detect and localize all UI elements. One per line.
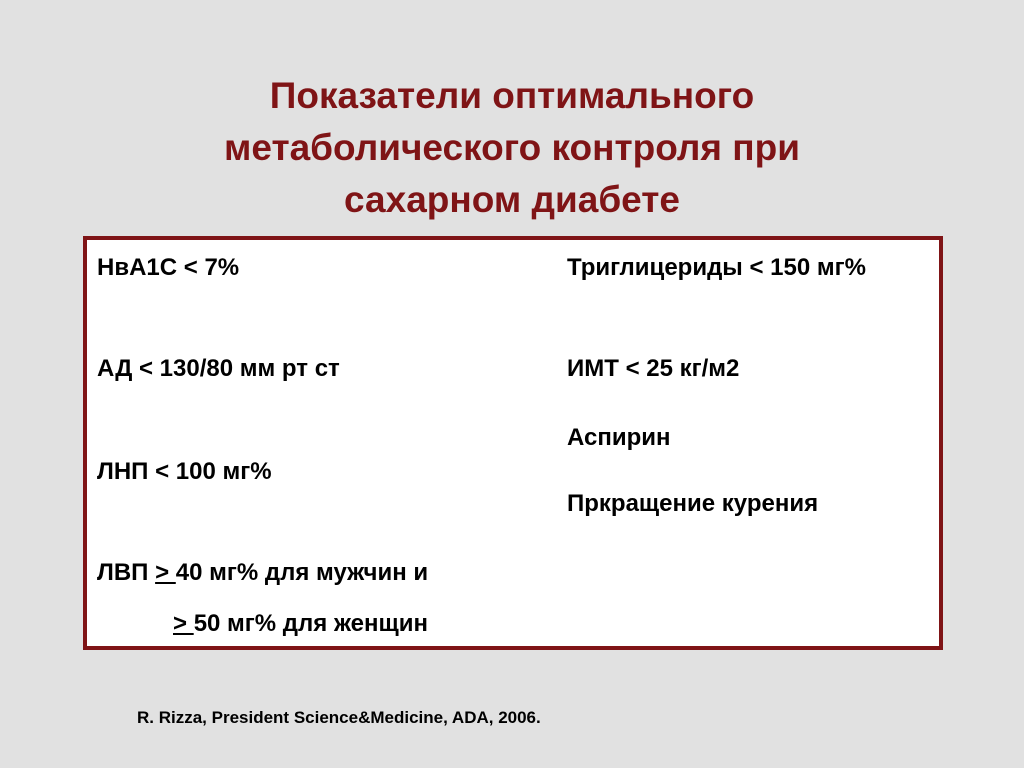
ldl-criterion: ЛНП < 100 мг% (97, 458, 272, 485)
greater-or-equal-sign: > (173, 610, 194, 637)
aspirin-item: Аспирин (567, 424, 671, 451)
slide-title (0, 70, 1024, 226)
criteria-box (83, 236, 943, 650)
hdl-women-criterion (173, 608, 428, 640)
bmi-criterion: ИМТ < 25 кг/м2 (567, 355, 740, 382)
hba1c-criterion: НвА1С < 7% (97, 254, 240, 281)
title-line-1: Показатели оптимального (269, 75, 755, 116)
title-line-2: метаболического контроля при (224, 127, 800, 168)
title-line-3: сахарном диабете (344, 179, 680, 220)
hdl-label: ЛВП (97, 559, 156, 586)
hdl-women-value: 50 мг% для женщин (193, 610, 429, 637)
hdl-men-value: 40 мг% для мужчин и (175, 559, 429, 586)
blood-pressure-criterion: АД < 130/80 мм рт ст (97, 355, 340, 382)
smoking-cessation-item: Пркращение курения (567, 490, 819, 517)
hdl-men-criterion (97, 557, 428, 589)
greater-or-equal-sign: > (155, 559, 176, 586)
citation: R. Rizza, President Science&Medicine, ADA, 2006. (137, 708, 541, 727)
triglycerides-criterion: Триглицериды < 150 мг% (567, 254, 866, 281)
